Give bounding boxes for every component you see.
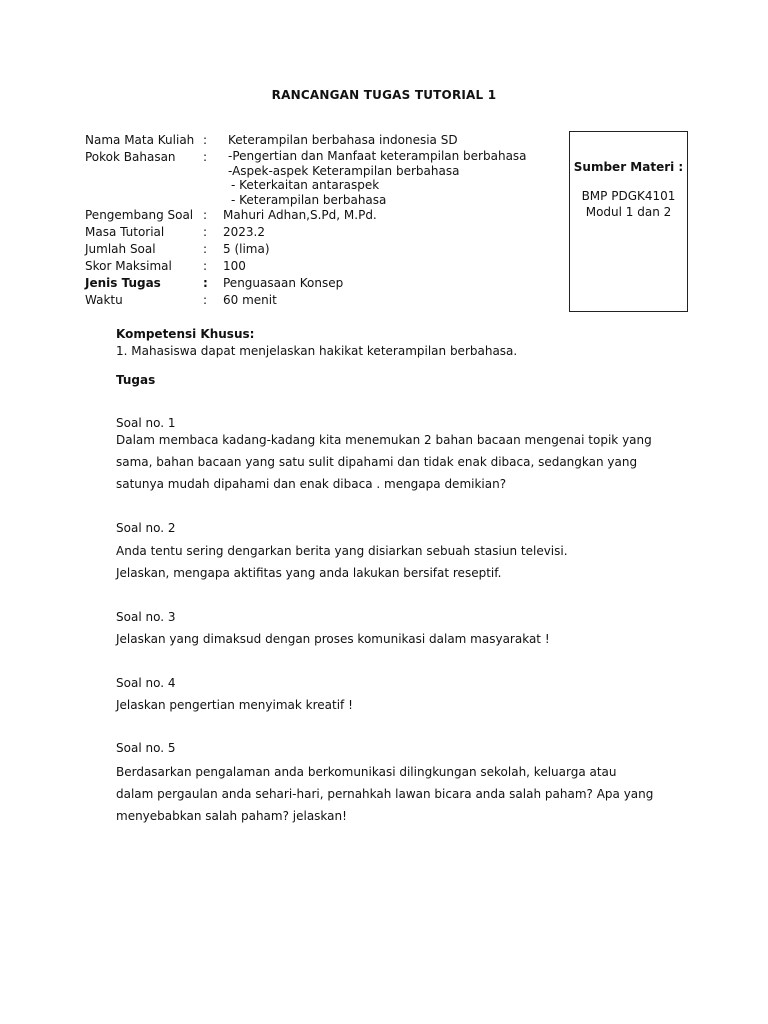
source-material-box	[569, 131, 688, 312]
soal-label: Soal no. 1	[116, 416, 176, 430]
info-label: Waktu	[85, 293, 123, 307]
soal-label: Soal no. 4	[116, 676, 176, 690]
info-label: Jumlah Soal	[85, 242, 156, 256]
info-row-jumlah	[85, 241, 555, 258]
info-row-skor	[85, 258, 555, 275]
info-label: Masa Tutorial	[85, 225, 165, 239]
info-value: 100	[223, 259, 246, 273]
topic-line: - Keterampilan berbahasa	[231, 192, 387, 207]
soal-label: Soal no. 2	[116, 521, 176, 535]
info-row-pengembang	[85, 207, 555, 224]
soal-text: Jelaskan yang dimaksud dengan proses komunikasi dalam masyarakat !	[116, 632, 550, 646]
source-line: Modul 1 dan 2	[585, 205, 672, 219]
info-colon: :	[203, 259, 208, 273]
info-colon: :	[203, 208, 208, 222]
soal-text: Dalam membaca kadang-kadang kita menemukan 2 bahan bacaan mengenai topik yang sama, bahan bacaan yang satu sulit dipahami dan tidak enak dibaca, sedangkan yang satunya mudah dipahami dan enak dibaca . mengapa demikian?	[116, 433, 652, 491]
info-label: Pokok Bahasan	[85, 150, 176, 164]
info-row-masa	[85, 224, 555, 241]
info-row-waktu	[85, 292, 555, 309]
topic-line: -Pengertian dan Manfaat keterampilan berbahasa	[228, 149, 527, 163]
info-colon: :	[203, 276, 208, 290]
soal-text: Berdasarkan pengalaman anda berkomunikasi dilingkungan sekolah, keluarga atau dalam pergaulan anda sehari-hari, pernahkah lawan bicara anda salah paham? Apa yang menyebabkan salah paham? jelaskan!	[116, 765, 654, 823]
soal-text: Anda tentu sering dengarkan berita yang disiarkan sebuah stasiun televisi.	[116, 544, 568, 558]
info-label: Skor Maksimal	[85, 259, 172, 273]
topic-line: - Keterkaitan antaraspek	[231, 178, 380, 192]
info-row-pokok-bahasan	[85, 149, 555, 207]
kompetensi-heading: Kompetensi Khusus:	[116, 327, 255, 341]
info-colon: :	[203, 133, 208, 147]
info-value: 5 (lima)	[223, 242, 270, 256]
soal-label: Soal no. 5	[116, 741, 176, 755]
soal-text: Jelaskan pengertian menyimak kreatif !	[116, 698, 353, 712]
info-colon: :	[203, 242, 208, 256]
info-colon: :	[203, 150, 208, 164]
info-value: Mahuri Adhan,S.Pd, M.Pd.	[223, 208, 377, 222]
source-reference	[570, 188, 687, 220]
info-value-topics	[223, 149, 555, 207]
info-value: 2023.2	[223, 225, 265, 239]
info-colon: :	[203, 293, 208, 307]
info-label: Nama Mata Kuliah	[85, 133, 195, 147]
soal-label: Soal no. 3	[116, 610, 176, 624]
info-value: Keterampilan berbahasa indonesia SD	[228, 133, 458, 147]
info-row-mata-kuliah	[85, 132, 555, 149]
info-label: Jenis Tugas	[85, 276, 161, 290]
kompetensi-item: 1. Mahasiswa dapat menjelaskan hakikat keterampilan berbahasa.	[116, 344, 518, 358]
source-heading: Sumber Materi :	[573, 160, 684, 174]
tugas-heading: Tugas	[116, 373, 156, 387]
course-info-table	[85, 132, 555, 309]
info-colon: :	[203, 225, 208, 239]
info-value: Penguasaan Konsep	[223, 276, 344, 290]
info-row-jenis	[85, 275, 555, 292]
info-label: Pengembang Soal	[85, 208, 194, 222]
info-value: 60 menit	[223, 293, 277, 307]
soal-text: Jelaskan, mengapa aktifitas yang anda lakukan bersifat reseptif.	[116, 566, 502, 580]
source-line: BMP PDGK4101	[581, 189, 676, 203]
topic-line: -Aspek-aspek Keterampilan berbahasa	[228, 163, 460, 178]
document-title: RANCANGAN TUGAS TUTORIAL 1	[271, 88, 497, 102]
